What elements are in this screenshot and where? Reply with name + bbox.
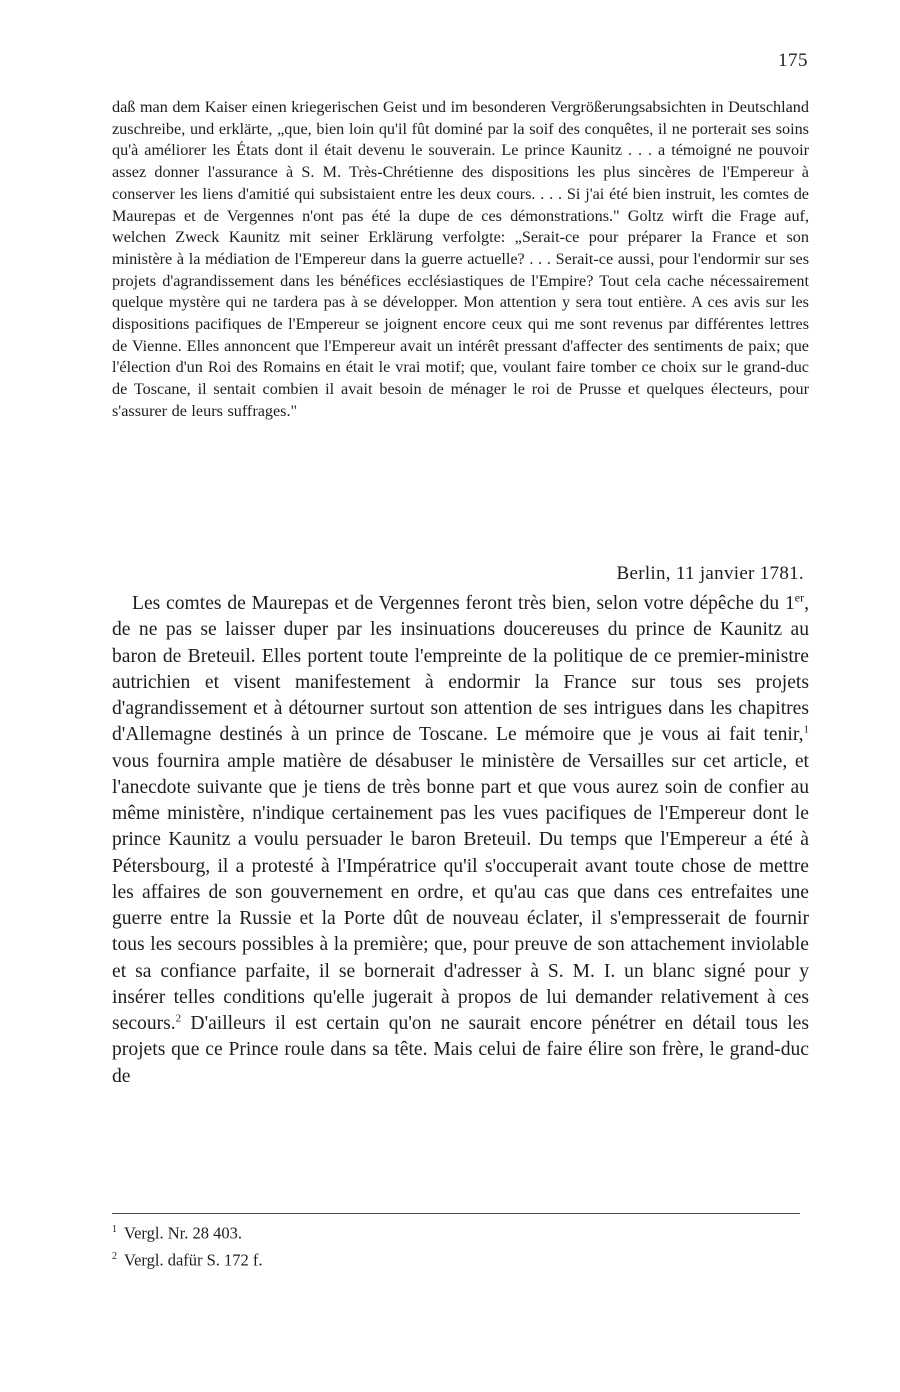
footnote-ref-2: 2 (175, 1012, 182, 1025)
footnote-ref-1: 1 (803, 723, 809, 736)
footnotes (112, 1218, 263, 1271)
quoted-report-paragraph: daß man dem Kaiser einen kriegerischen Geist und im besonderen Vergrößerungsabsichten in Deutschland zuschreibe, und erklärte, „que, bien loin qu'il fût dominé par la soif des conquêtes, il ne porterait ses soins qu'à améliorer les États dont il était devenu le souverain. Le prince Kaunitz . . . a témoigné ne pouvoir assez donner l'assurance à S. M. Très-Chrétienne des dispositions les plus sincères de l'Empereur à conserver les liens d'amitié qui subsistaient entre les deux cours. . . . Si j'ai été bien instruit, les comtes de Maurepas et de Vergennes n'ont pas été la dupe de ces démonstrations." Goltz wirft die Frage auf, welchen Zweck Kaunitz mit seiner Erklärung verfolgte: „Serait-ce pour préparer la France et son ministère à la médiation de l'Empereur dans la guerre actuelle? . . . Serait-ce aussi, pour l'endormir sur ses projets d'agrandissement dans les bénéfices ecclésiastiques de l'Empire? Tout cela cache nécessairement quelque mystère qui ne tardera pas à se développer. Mon attention y sera tout entière. A ces avis sur les dispositions pacifiques de l'Empereur se joignent encore ceux qui me sont revenus par différentes lettres de Vienne. Elles annoncent que l'Empereur avait un intérêt pressant d'affecter des sentiments de paix; que l'élection d'un Roi des Romains en était le vrai motif; que, voulant faire tomber ce choix sur le grand-duc de Toscane, il sentait combien il avait besoin de ménager le roi de Prusse et quelques électeurs, pour s'assurer de leurs suffrages." (112, 98, 809, 420)
footnote-text: Vergl. dafür S. 172 f. (124, 1250, 263, 1269)
footnote-mark: 2 (112, 1250, 117, 1262)
letter-body (112, 591, 809, 1090)
letter-paragraph (112, 591, 809, 1090)
footnote (112, 1218, 263, 1245)
body-text: Les comtes de Maurepas et de Vergennes feront très bien, selon votre dépêche du 1 (132, 593, 795, 614)
footnote-divider (112, 1213, 800, 1214)
page-number: 175 (778, 50, 808, 71)
letter-dateline: Berlin, 11 janvier 1781. (616, 563, 804, 584)
body-text: D'ailleurs il est certain qu'on ne saurait encore pénétrer en détail tous les projets que ce Prince roule dans sa tête. Mais celui de faire élire son frère, le grand-duc de (112, 1013, 809, 1087)
body-text: vous fournira ample matière de désabuser le ministère de Versailles sur cet article, et l'anecdote suivante que je tiens de très bonne part et que vous aurez soin de confier au même ministère, n'indique certainement pas les vues pacifiques de l'Empereur dont le prince Kaunitz a voulu persuader le baron Breteuil. Du temps que l'Empereur a été à Pétersbourg, il a protesté à l'Impératrice qu'il s'occuperait avant toute chose de mettre les affaires de son gouvernement en ordre, et qu'au cas que dans ces entrefaites une guerre entre la Russie et la Porte dût de nouveau éclater, il s'empresserait de fournir tous les secours possibles à la première; que, pour preuve de son attachement inviolable et sa confiance parfaite, il se bornerait d'adresser à S. M. I. un blanc signé pour y insérer telles conditions qu'elle jugerait à propos de lui demander relativement à ces secours. (112, 750, 809, 1034)
footnote-text: Vergl. Nr. 28 403. (124, 1223, 242, 1243)
footnote (112, 1245, 263, 1272)
body-text: , de ne pas se laisser duper par les insinuations doucereuses du prince de Kaunitz au baron de Breteuil. Elles portent toute l'empreinte de la politique de ce premier-ministre autrichien et visent manifestement à endormir la France sur tous ses projets d'agrandissement et à détourner surtout son attention de ses intrigues dans les chapitres d'Allemagne destinés à un prince de Toscane. Le mémoire que je vous ai fait tenir, (112, 593, 809, 746)
footnote-mark: 1 (112, 1224, 117, 1235)
superscript-er: er (794, 590, 805, 605)
